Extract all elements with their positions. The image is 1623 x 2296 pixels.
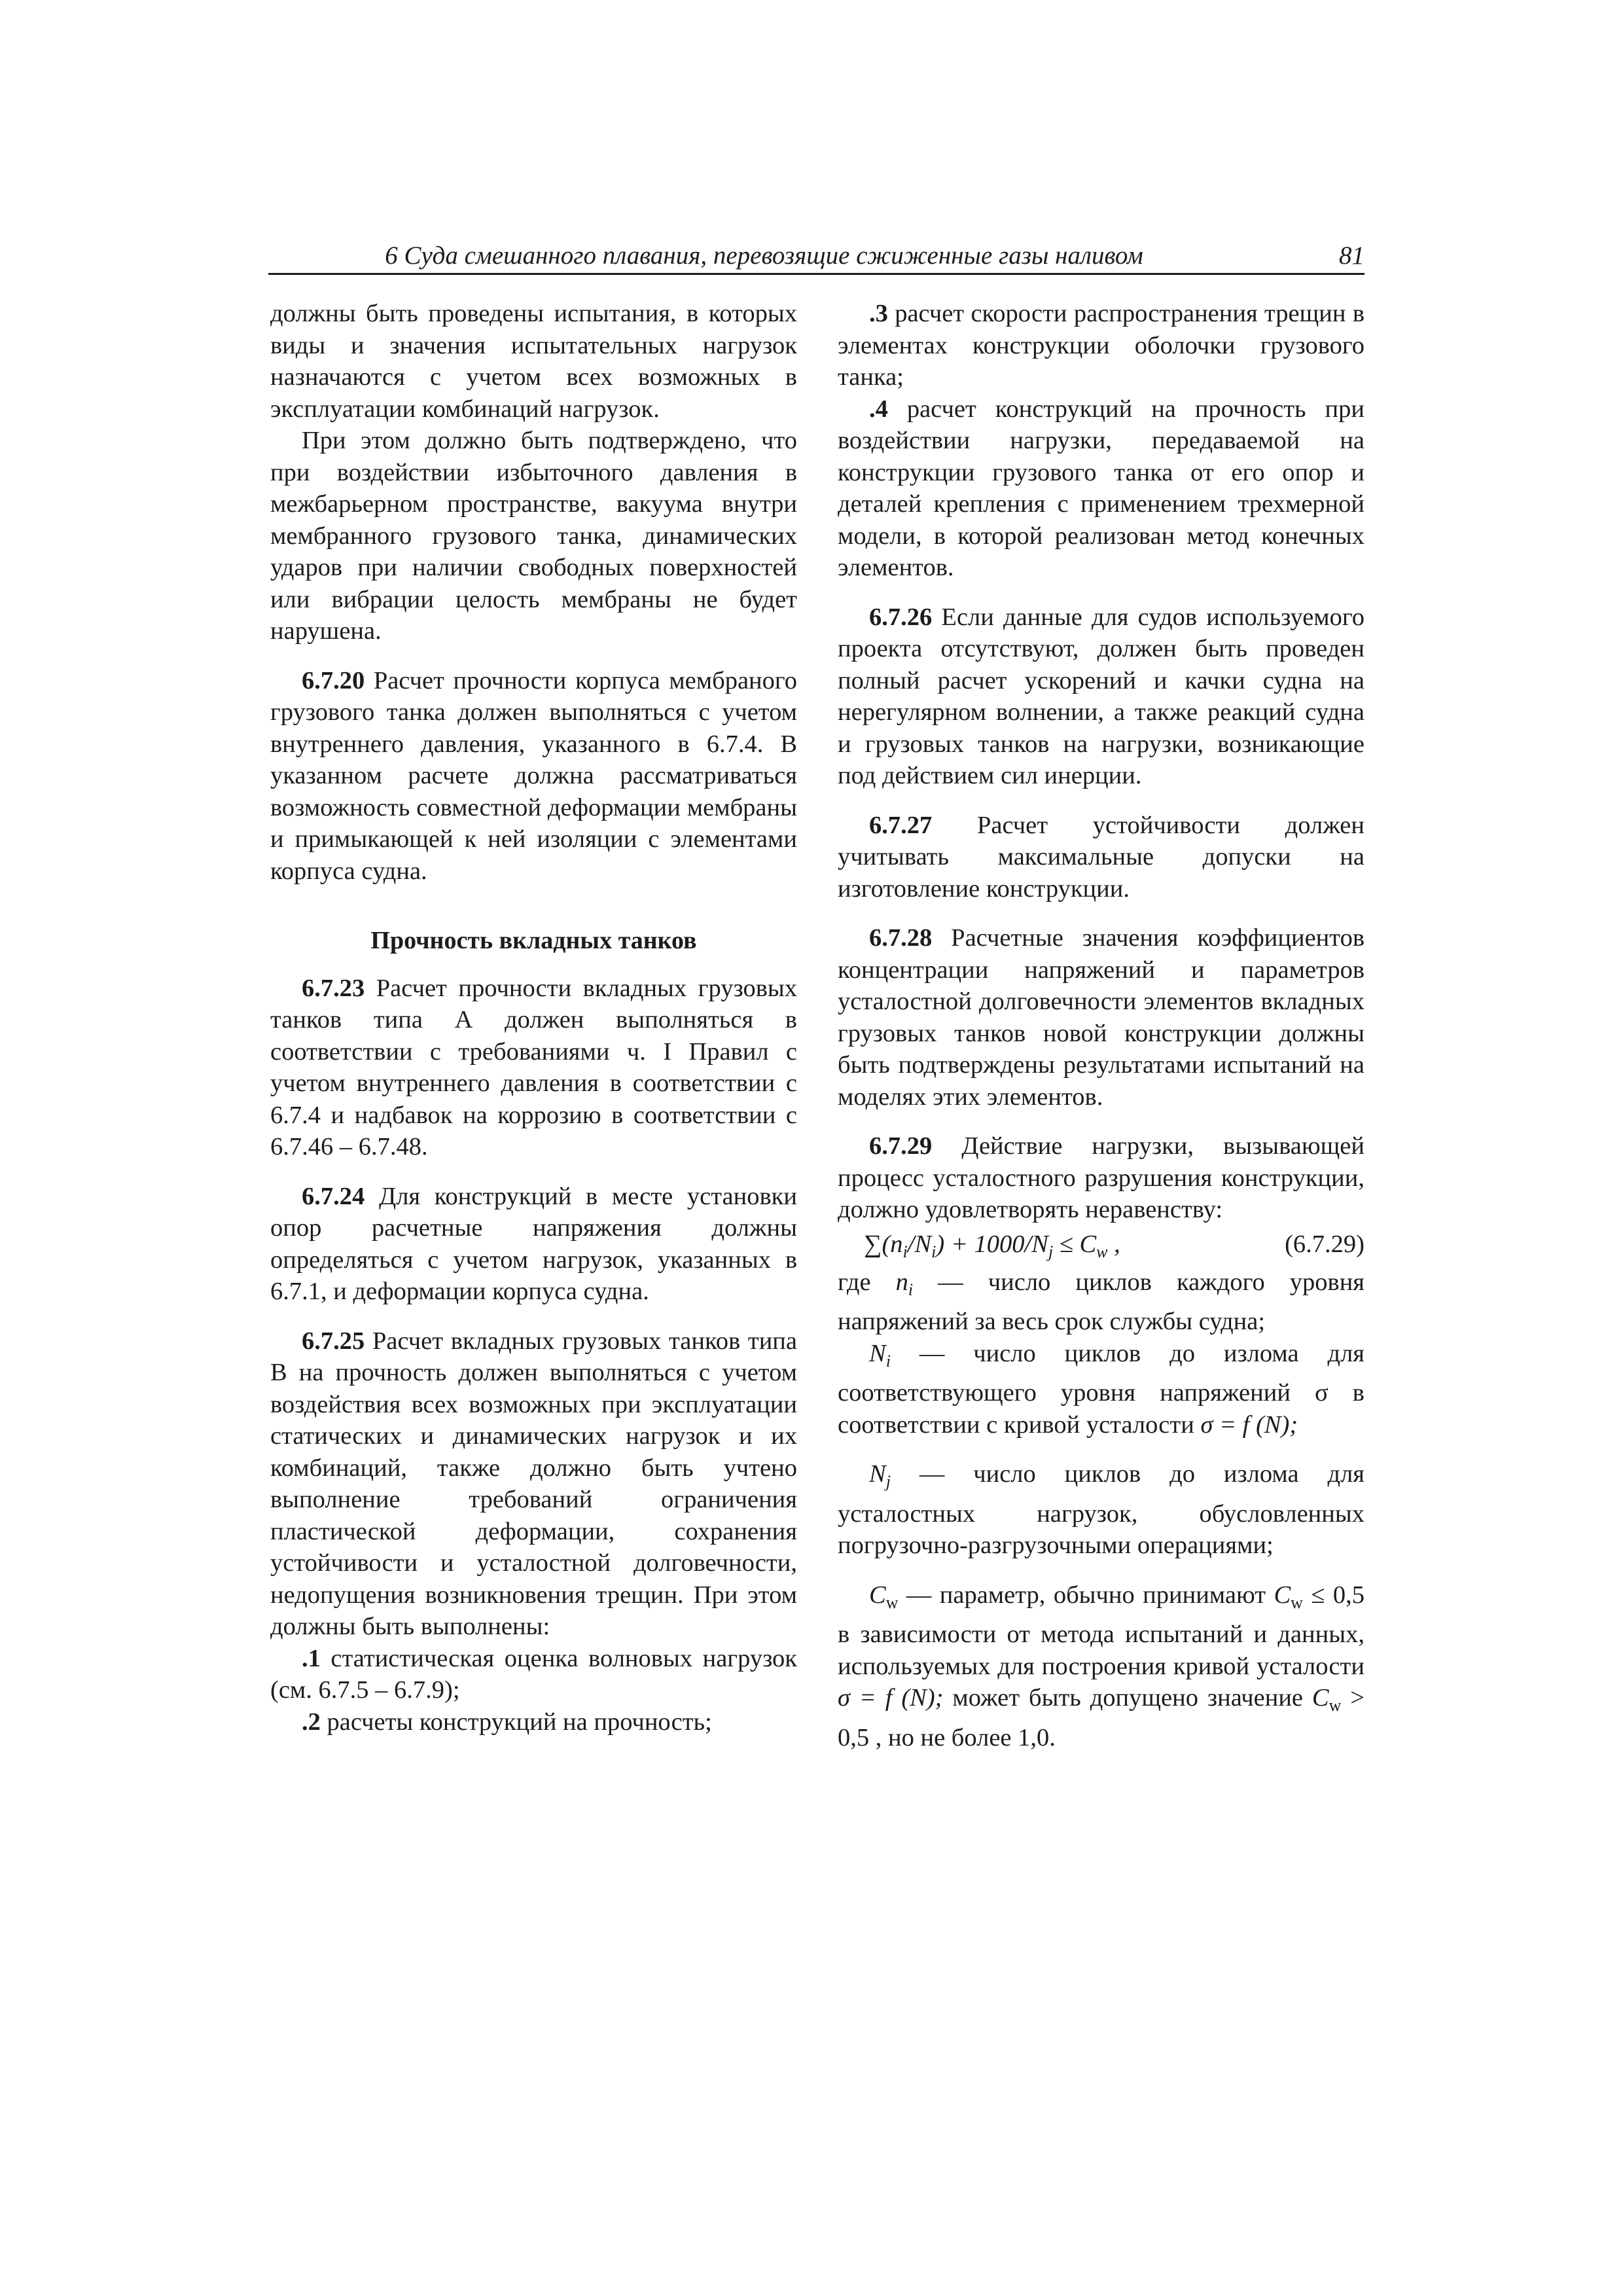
paragraph-6-7-28 xyxy=(838,922,1364,1113)
item-text: расчеты конструкций на прочность; xyxy=(327,1708,712,1736)
paragraph-6-7-29 xyxy=(838,1130,1364,1226)
item-number: .3 xyxy=(869,300,888,327)
item-text: статистическая оценка волновых нагрузок (см. 6.7.5 – 6.7.9); xyxy=(270,1644,798,1704)
clause-number: 6.7.25 xyxy=(302,1327,365,1355)
item-number: .2 xyxy=(302,1708,321,1736)
clause-text: Расчет устойчивости должен учитывать максимальные допуски на изготовление конструкции. xyxy=(838,811,1364,903)
clause-text: Если данные для судов используемого проекта отсутствуют, должен быть проведен полный расчет ускорений и качки судна на нерегулярном волнении, а также реакций судна и грузовых танков на нагрузки, возникающие под действием сил инерции. xyxy=(838,603,1364,789)
list-item-1 xyxy=(270,1643,797,1706)
clause-text: Действие нагрузки, вызывающей процесс усталостного разрушения конструкции, должно удовлетворять неравенству: xyxy=(838,1132,1364,1223)
clause-number: 6.7.20 xyxy=(302,666,365,694)
definition-Nj: $N_j$ — число циклов до излома для усталостных нагрузок, обусловленных погрузочно-разгрузочными операциями; xyxy=(838,1460,1364,1559)
paragraph-6-7-27 xyxy=(838,810,1364,905)
paragraph-6-7-26 xyxy=(838,601,1364,792)
clause-text: Расчетные значения коэффициентов концентрации напряжений и параметров усталостной долговечности элементов вкладных грузовых танков новой конструкции должны быть подтверждены результатами испытаний на моделях этих элементов. xyxy=(838,924,1365,1111)
clause-text: Расчет вкладных грузовых танков типа В на прочность должен выполняться с учетом воздействия всех возможных при эксплуатации статических и динамических нагрузок и их комбинаций, также должно быть учтено выполнение требований ограничения пластической деформации, сохранения устойчивости и усталостной долговечности, недопущения возникновения трещин. При этом должны быть выполнены: xyxy=(270,1327,798,1640)
clause-number: 6.7.26 xyxy=(869,603,933,631)
inline-formula: σ = f (N); xyxy=(1200,1410,1298,1439)
clause-number: 6.7.27 xyxy=(869,811,933,839)
definition-ni: где $n_i$ — число циклов каждого уровня напряжений за весь срок службы судна; xyxy=(838,1268,1365,1335)
list-item-3 xyxy=(838,298,1364,393)
list-item-4 xyxy=(838,393,1364,584)
running-title: 6 Суда смешанного плавания, перевозящие сжиженные газы наливом xyxy=(385,242,1143,270)
clause-text: Для конструкций в месте установки опор расчетные напряжения должны определяться с учетом нагрузок, указанных в 6.7.1, и деформации корпуса судна. xyxy=(270,1182,797,1305)
paragraph-6-7-20 xyxy=(270,665,797,888)
item-text: расчет скорости распространения трещин в элементах конструкции оболочки грузового танка; xyxy=(838,300,1364,391)
item-text: расчет конструкций на прочность при воздействии нагрузки, передаваемой на конструкции грузового танка от его опор и деталей крепления с применением трехмерной модели, в которой реализован метод конечных элементов. xyxy=(838,395,1365,581)
paragraph-6-7-23 xyxy=(270,973,797,1163)
item-number: .4 xyxy=(869,395,888,423)
definition-Cw: $C_w$ — параметр, обычно принимают $C_w \le 0,5$ в зависимости от метода испытаний и данных, используемых для построения кривой усталости σ = f (N); может быть допущено значение $C_w > 0,5$ , но не более 1,0. xyxy=(838,1581,1365,1751)
formula-expression: $\sum(n_i/N_i) + 1000/N_j \le C_w$ , xyxy=(864,1230,1120,1261)
definition-Ni: $N_i$ — число циклов до излома для соответствующего уровня напряжений σ в соответствии с кривой усталости σ = f (N); xyxy=(838,1339,1364,1439)
paragraph: При этом должно быть подтверждено, что при воздействии избыточного давления в межбарьерном пространстве, вакуума внутри мембранного грузового танка, динамических ударов при наличии свободных поверхностей или вибрации целость мембраны не будет нарушена. xyxy=(270,427,797,645)
paragraph: должны быть проведены испытания, в которых виды и значения испытательных нагрузок назначаются с учетом всех возможных в эксплуатации комбинаций нагрузок. xyxy=(270,300,797,423)
item-number: .1 xyxy=(302,1644,321,1672)
paragraph-6-7-25 xyxy=(270,1325,797,1643)
page-number: 81 xyxy=(1339,242,1364,270)
left-column xyxy=(270,298,797,1738)
section-heading: Прочность вкладных танков xyxy=(370,927,697,954)
right-column xyxy=(838,298,1364,1753)
fatigue-formula xyxy=(838,1229,1364,1264)
clause-number: 6.7.23 xyxy=(302,974,365,1002)
paragraph-6-7-24 xyxy=(270,1181,797,1308)
running-header xyxy=(268,239,1364,275)
clause-number: 6.7.29 xyxy=(869,1132,933,1160)
clause-text: Расчет прочности вкладных грузовых танков типа А должен выполняться в соответствии с требованиями ч. I Правил с учетом внутреннего давления в соответствии с 6.7.4 и надбавок на коррозию в соответствии с 6.7.46 – 6.7.48. xyxy=(270,974,797,1160)
clause-number: 6.7.28 xyxy=(869,924,933,952)
inline-formula: σ = f (N); xyxy=(838,1684,944,1712)
list-item-2 xyxy=(270,1706,797,1738)
clause-number: 6.7.24 xyxy=(302,1182,365,1210)
clause-text: Расчет прочности корпуса мембраного грузового танка должен выполняться с учетом внутреннего давления, указанного в 6.7.4. В указанном расчете должна рассматриваться возможность совместной деформации мембраны и примыкающей к ней изоляции с элементами корпуса судна. xyxy=(270,666,797,885)
formula-number: (6.7.29) xyxy=(1285,1230,1364,1258)
